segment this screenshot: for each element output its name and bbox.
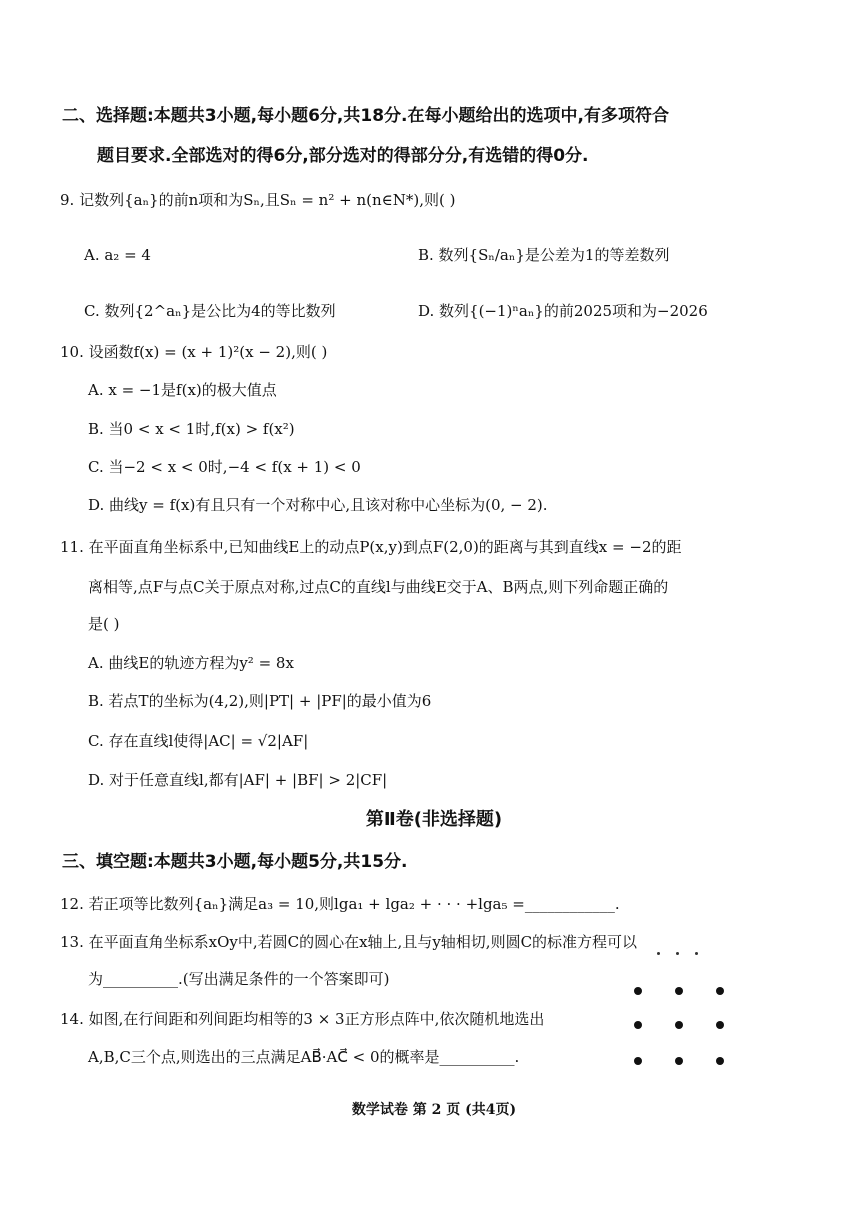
emphasis-dot xyxy=(676,952,679,955)
q10-option-c: C. 当−2 < x < 0时,−4 < f(x + 1) < 0 xyxy=(88,458,361,476)
lattice-dot xyxy=(716,1057,724,1065)
q11-stem-line2: 离相等,点F与点C关于原点对称,过点C的直线l与曲线E交于A、B两点,则下列命题正确的 xyxy=(88,578,669,596)
lattice-dot xyxy=(634,987,642,995)
q12-stem: 12. 若正项等比数列{aₙ}满足a₃ = 10,则lga₁ + lga₂ + · · · +lga₅ =____________. xyxy=(60,895,620,913)
lattice-dot xyxy=(675,1021,683,1029)
lattice-dot xyxy=(634,1021,642,1029)
lattice-dot xyxy=(675,1057,683,1065)
q9-option-d: D. 数列{(−1)ⁿaₙ}的前2025项和为−2026 xyxy=(418,302,708,320)
q11-option-d: D. 对于任意直线l,都有|AF| + |BF| > 2|CF| xyxy=(88,771,388,789)
q10-option-d: D. 曲线y = f(x)有且只有一个对称中心,且该对称中心坐标为(0, − 2). xyxy=(88,496,548,514)
emphasis-dot xyxy=(695,952,698,955)
part2-title: 第Ⅱ卷(非选择题) xyxy=(365,809,503,830)
q11-stem-line1: 11. 在平面直角坐标系中,已知曲线E上的动点P(x,y)到点F(2,0)的距离与其到直线x = −2的距 xyxy=(60,538,682,556)
q10-stem: 10. 设函数f(x) = (x + 1)²(x − 2),则( ) xyxy=(60,343,328,361)
page-footer: 数学试卷 第 2 页 (共4页) xyxy=(351,1102,517,1118)
q9-stem: 9. 记数列{aₙ}的前n项和为Sₙ,且Sₙ = n² + n(n∈N*),则( ) xyxy=(60,191,456,209)
q13-stem-line1: 13. 在平面直角坐标系xOy中,若圆C的圆心在x轴上,且与y轴相切,则圆C的标准方程可以 xyxy=(60,933,638,951)
q11-stem-line3: 是( ) xyxy=(88,615,120,633)
q10-option-b: B. 当0 < x < 1时,f(x) > f(x²) xyxy=(88,420,295,438)
emphasis-dot xyxy=(657,952,660,955)
q9-option-a: A. a₂ = 4 xyxy=(84,246,151,264)
lattice-dot xyxy=(716,987,724,995)
q14-stem-line2: A,B,C三个点,则选出的三点满足AB⃗·AC⃗ < 0的概率是__________. xyxy=(88,1048,520,1066)
lattice-dot xyxy=(716,1021,724,1029)
q9-option-b: B. 数列{Sₙ/aₙ}是公差为1的等差数列 xyxy=(418,246,670,264)
q9-option-c: C. 数列{2^aₙ}是公比为4的等比数列 xyxy=(84,302,336,320)
q13-stem-line2: 为__________.(写出满足条件的一个答案即可) xyxy=(88,970,390,988)
q11-option-a: A. 曲线E的轨迹方程为y² = 8x xyxy=(88,654,294,672)
q11-option-c: C. 存在直线l使得|AC| = √2|AF| xyxy=(88,732,309,750)
lattice-dot xyxy=(634,1057,642,1065)
q11-option-b: B. 若点T的坐标为(4,2),则|PT| + |PF|的最小值为6 xyxy=(88,692,432,710)
section3-heading: 三、填空题:本题共3小题,每小题5分,共15分. xyxy=(62,852,408,872)
section2-heading-line1: 二、选择题:本题共3小题,每小题6分,共18分.在每小题给出的选项中,有多项符合 xyxy=(62,106,669,126)
q14-stem-line1: 14. 如图,在行间距和列间距均相等的3 × 3正方形点阵中,依次随机地选出 xyxy=(60,1010,545,1028)
section2-heading-line2: 题目要求.全部选对的得6分,部分选对的得部分分,有选错的得0分. xyxy=(97,146,589,166)
lattice-dot xyxy=(675,987,683,995)
q10-option-a: A. x = −1是f(x)的极大值点 xyxy=(88,381,277,399)
